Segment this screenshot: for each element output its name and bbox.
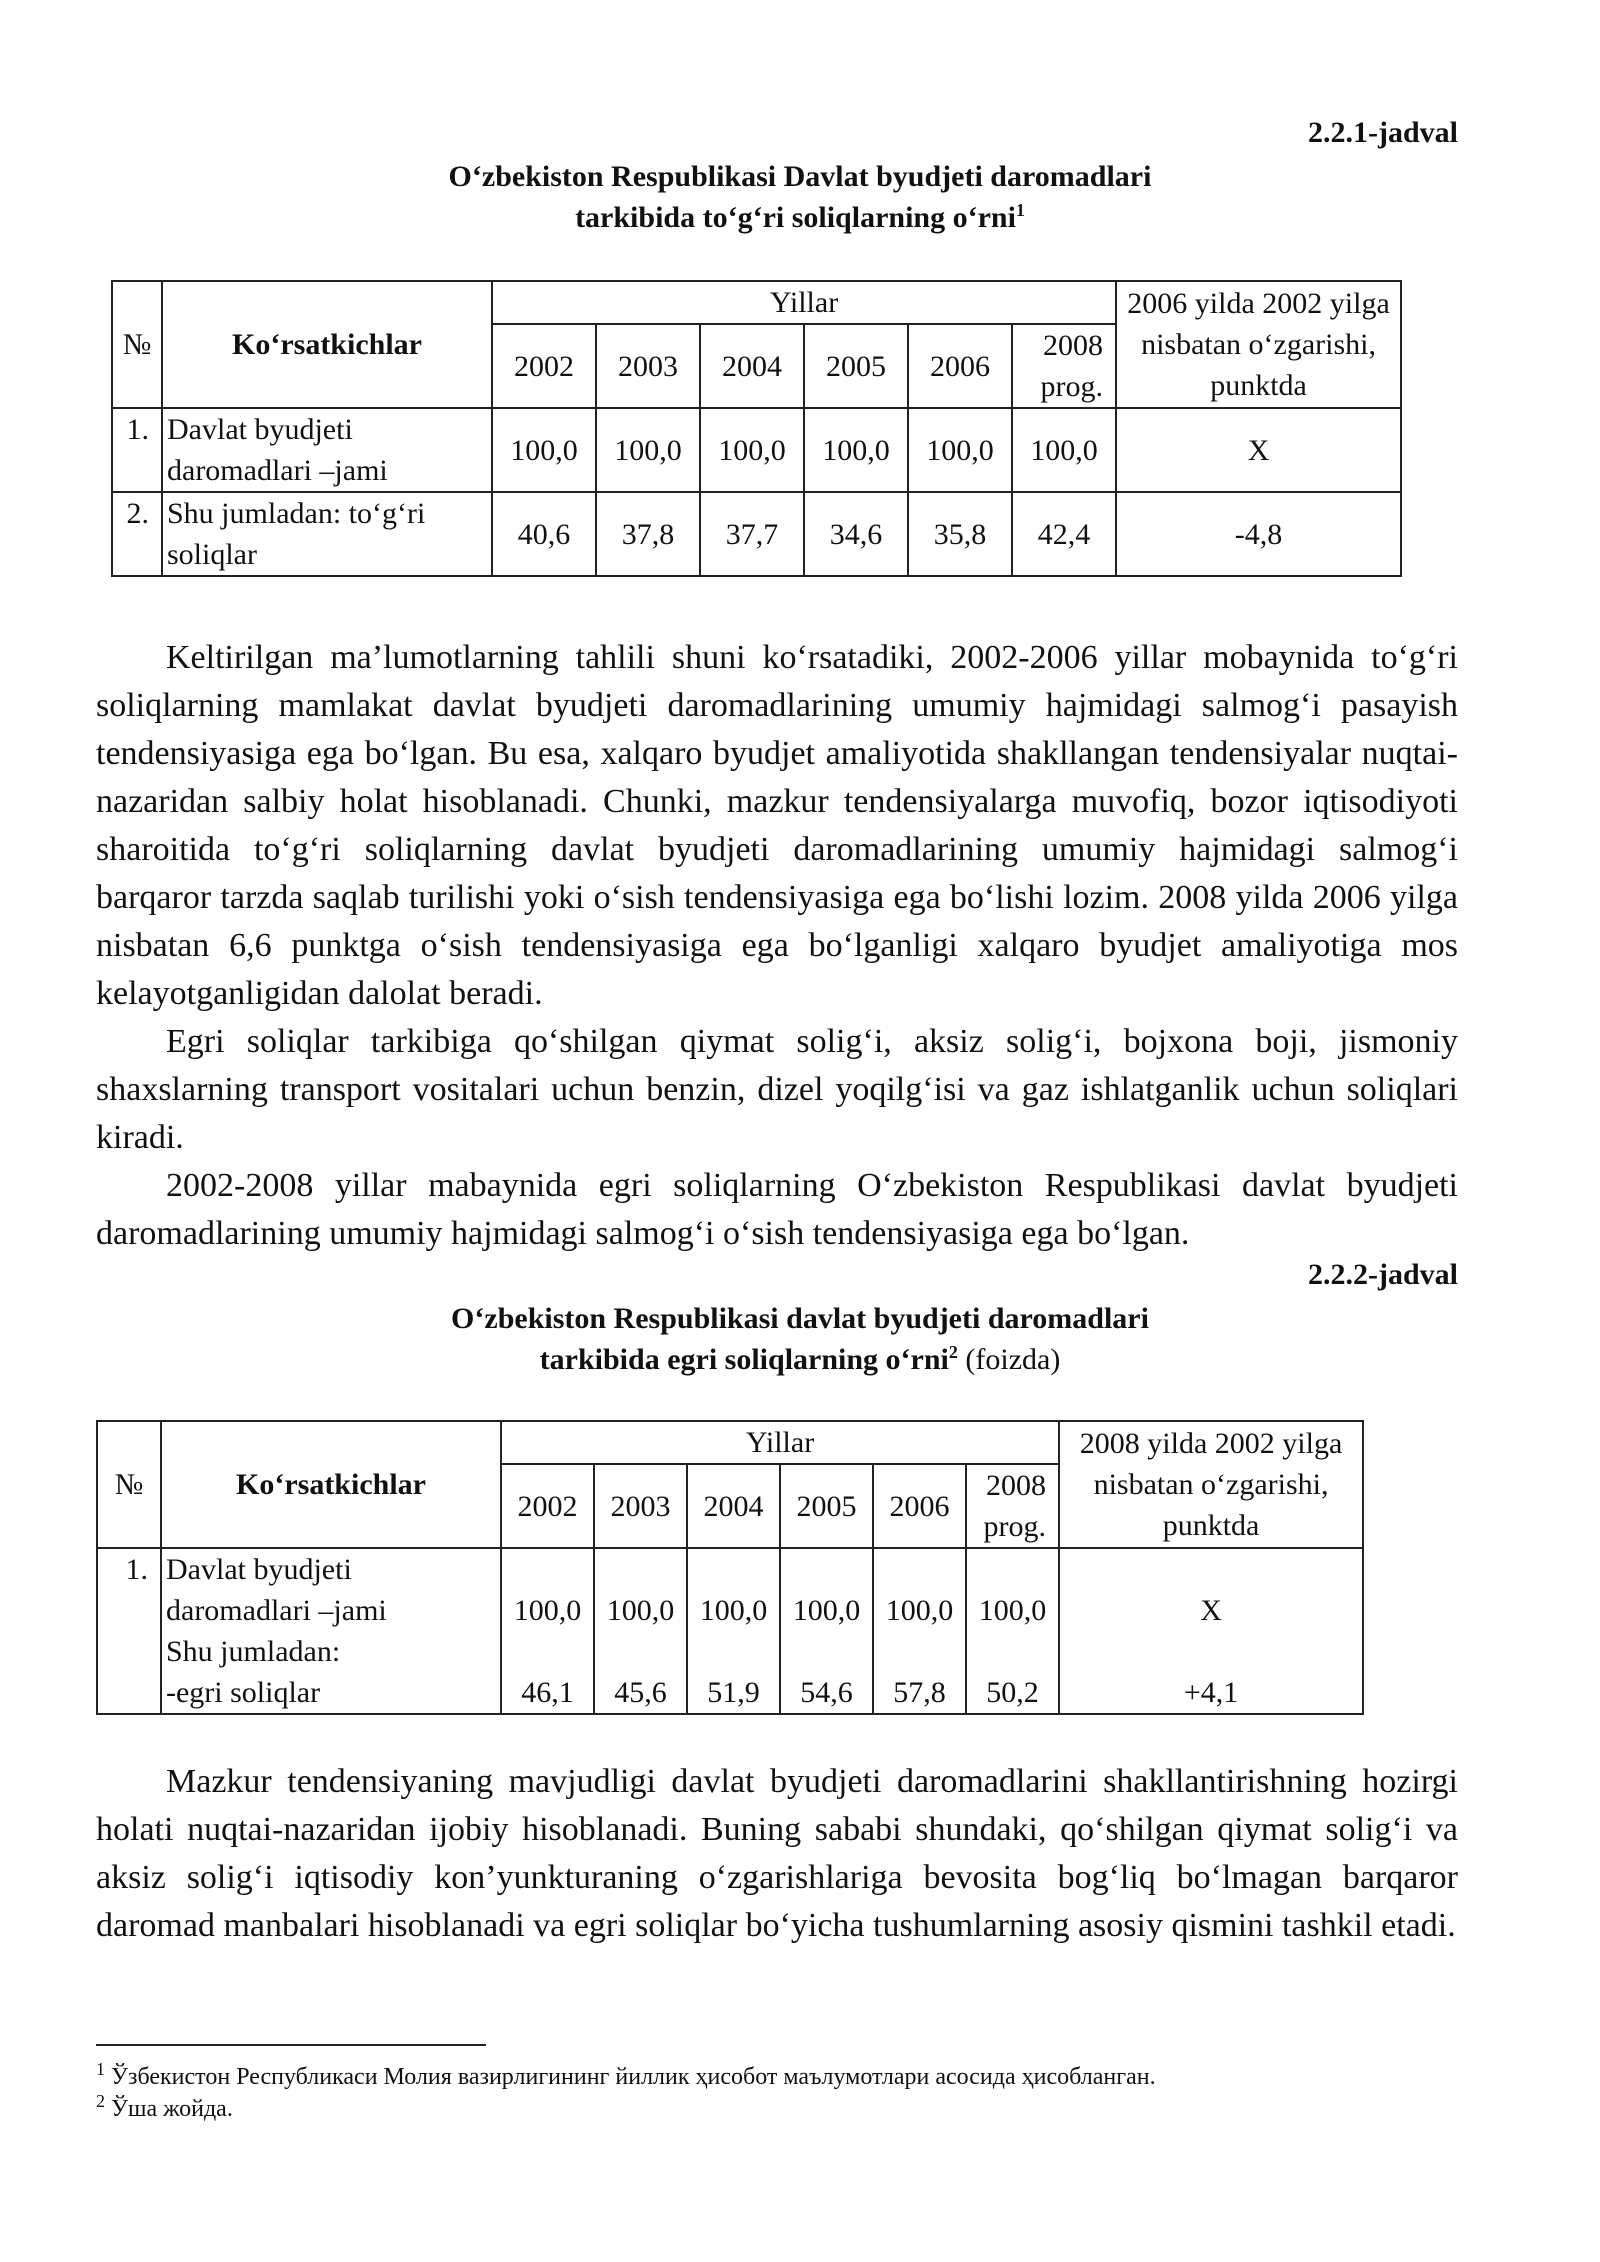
table2-indirect-2003: 45,6 bbox=[614, 1676, 667, 1709]
table1-row2-v2002: 40,6 bbox=[492, 492, 596, 576]
table2-total-change: X bbox=[1200, 1594, 1222, 1627]
table1-year-2004: 2004 bbox=[700, 324, 804, 408]
table1-row1-v2003: 100,0 bbox=[596, 408, 700, 492]
table2-label-line3: Shu jumladan: bbox=[166, 1635, 341, 1668]
table2-header-no: № bbox=[97, 1421, 161, 1548]
table1-row1-no: 1. bbox=[112, 408, 162, 492]
table2-caption-footnote-mark: 2 bbox=[948, 1342, 958, 1362]
table1-year-2003: 2003 bbox=[596, 324, 700, 408]
table1-row2-v2008: 42,4 bbox=[1012, 492, 1116, 576]
table2-cell-2003 bbox=[594, 1548, 687, 1714]
table2-caption-line2-wrap bbox=[0, 1339, 1600, 1380]
footnote-2-mark: 2 bbox=[96, 2091, 105, 2111]
paragraph-3-text: 2002-2008 yillar mabaynida egri soliqlarning O‘zbekiston Respublikasi davlat byudjeti daromadlarining umumiy hajmidagi salmog‘i o‘sish tendensiyasiga ega bo‘lgan. bbox=[96, 1167, 1458, 1252]
table2-caption-line1: O‘zbekiston Respublikasi davlat byudjeti daromadlari bbox=[451, 1302, 1149, 1335]
table1-row2-v2006: 35,8 bbox=[908, 492, 1012, 576]
table2-caption-unit: (foizda) bbox=[965, 1343, 1061, 1376]
table2-caption-line2: tarkibida egri soliqlarning o‘rni bbox=[539, 1343, 949, 1376]
table1-row1-v2006: 100,0 bbox=[908, 408, 1012, 492]
table2 bbox=[96, 1420, 1364, 1715]
table2-cell-2006 bbox=[873, 1548, 966, 1714]
footnote-2 bbox=[96, 2091, 233, 2124]
table2-total-2002: 100,0 bbox=[513, 1594, 582, 1627]
table2-total-2005: 100,0 bbox=[792, 1594, 861, 1627]
table2-indirect-2002: 46,1 bbox=[521, 1676, 574, 1709]
table1-year-2005: 2005 bbox=[804, 324, 908, 408]
table2-indirect-2004: 51,9 bbox=[707, 1676, 760, 1709]
table1-year-2002: 2002 bbox=[492, 324, 596, 408]
table2-indirect-change: +4,1 bbox=[1183, 1676, 1239, 1709]
table2-header-change: 2008 yilda 2002 yilga nisbatan o‘zgarishi, punktda bbox=[1059, 1421, 1363, 1548]
table2-total-2004: 100,0 bbox=[699, 1594, 768, 1627]
closing-paragraph-text: Mazkur tendensiyaning mavjudligi davlat byudjeti daromadlarini shakllantirishning hozirgi holati nuqtai-nazaridan ijobiy hisoblanadi. Buning sababi shundaki, qo‘shilgan qiymat solig‘i va aksiz solig‘i iqtisodiy kon’yunkturaning o‘zgarishlariga bevosita bog‘liq bo‘lmagan barqaror daromad manbalari hisoblanadi va egri soliqlar bo‘yicha tushumlarning asosiy qismini tashkil etadi. bbox=[96, 1763, 1458, 1944]
table1-row2-label: Shu jumladan: to‘g‘ri soliqlar bbox=[162, 492, 492, 576]
closing-paragraph bbox=[96, 1758, 1458, 1950]
table2-indirect-2006: 57,8 bbox=[893, 1676, 946, 1709]
table1-year-2006: 2006 bbox=[908, 324, 1012, 408]
table2-year-2003: 2003 bbox=[594, 1464, 687, 1548]
table1-caption bbox=[0, 156, 1600, 238]
table1-header-years: Yillar bbox=[492, 281, 1116, 324]
footnote-2-text: Ўша жойда. bbox=[111, 2096, 233, 2122]
paragraph-2 bbox=[96, 1018, 1458, 1162]
paragraph-1 bbox=[96, 634, 1458, 1018]
table2-cell-2008 bbox=[966, 1548, 1059, 1714]
table2-header-years: Yillar bbox=[501, 1421, 1059, 1464]
table2-caption bbox=[0, 1298, 1600, 1380]
table2-year-2008: 2008 prog. bbox=[966, 1464, 1059, 1548]
table2-label-line4: -egri soliqlar bbox=[166, 1676, 321, 1709]
table2-header-indicator: Ko‘rsatkichlar bbox=[161, 1421, 501, 1548]
table2-label: 2.2.2-jadval bbox=[1308, 1258, 1458, 1291]
table1-row1-v2004: 100,0 bbox=[700, 408, 804, 492]
footnote-1-mark: 1 bbox=[96, 2059, 105, 2079]
table1-caption-line1: O‘zbekiston Respublikasi Davlat byudjeti daromadlari bbox=[448, 160, 1152, 193]
table2-year-2005: 2005 bbox=[780, 1464, 873, 1548]
footnote-1-text: Ўзбекистон Республикаси Молия вазирлигининг йиллик ҳисобот маълумотлари асосида ҳисобланган. bbox=[111, 2064, 1156, 2090]
table2-cell-change bbox=[1059, 1548, 1363, 1714]
table2-row1-label bbox=[161, 1548, 501, 1714]
paragraph-3 bbox=[96, 1162, 1458, 1258]
table1-row1-v2002: 100,0 bbox=[492, 408, 596, 492]
table2-total-2008: 100,0 bbox=[978, 1594, 1047, 1627]
table1-row1-v2005: 100,0 bbox=[804, 408, 908, 492]
table2-indirect-2008: 50,2 bbox=[986, 1676, 1039, 1709]
table2-row1-no: 1. bbox=[97, 1548, 161, 1714]
table1-label: 2.2.1-jadval bbox=[1308, 116, 1458, 149]
table1-row1-label: Davlat byudjeti daromadlari –jami bbox=[162, 408, 492, 492]
table2-indirect-2005: 54,6 bbox=[800, 1676, 853, 1709]
table1-header-indicator: Ko‘rsatkichlar bbox=[162, 281, 492, 408]
table1-year-2008: 2008 prog. bbox=[1012, 324, 1116, 408]
table1-caption-footnote-mark: 1 bbox=[1015, 200, 1025, 220]
table-row bbox=[97, 1548, 1363, 1714]
table1 bbox=[111, 280, 1402, 577]
table1-row2-no: 2. bbox=[112, 492, 162, 576]
table2-year-2004: 2004 bbox=[687, 1464, 780, 1548]
table2-cell-2002 bbox=[501, 1548, 594, 1714]
footnote-rule bbox=[96, 2044, 486, 2046]
table2-year-2006: 2006 bbox=[873, 1464, 966, 1548]
table2-total-2003: 100,0 bbox=[606, 1594, 675, 1627]
table2-total-2006: 100,0 bbox=[885, 1594, 954, 1627]
table1-row2-v2003: 37,8 bbox=[596, 492, 700, 576]
table1-row1-change: X bbox=[1116, 408, 1401, 492]
table1-row2-v2005: 34,6 bbox=[804, 492, 908, 576]
table1-row2-change: -4,8 bbox=[1116, 492, 1401, 576]
table2-year-2002: 2002 bbox=[501, 1464, 594, 1548]
table2-cell-2004 bbox=[687, 1548, 780, 1714]
table1-caption-line2: tarkibida to‘g‘ri soliqlarning o‘rni bbox=[575, 201, 1016, 234]
table1-row2-v2004: 37,7 bbox=[700, 492, 804, 576]
paragraph-2-text: Egri soliqlar tarkibiga qo‘shilgan qiymat solig‘i, aksiz solig‘i, bojxona boji, jismoniy shaxslarning transport vositalari uchun benzin, dizel yoqilg‘isi va gaz ishlatganlik uchun soliqlari kiradi. bbox=[96, 1023, 1458, 1156]
table1-row1-v2008: 100,0 bbox=[1012, 408, 1116, 492]
table1-header-no: № bbox=[112, 281, 162, 408]
table-row bbox=[112, 492, 1401, 576]
table1-header-change: 2006 yilda 2002 yilga nisbatan o‘zgarishi, punktda bbox=[1116, 281, 1401, 408]
paragraph-1-text: Keltirilgan ma’lumotlarning tahlili shuni ko‘rsatadiki, 2002-2006 yillar mobaynida to‘g‘ri soliqlarning mamlakat davlat byudjeti daromadlarining umumiy hajmidagi salmog‘i pasayish tendensiyasiga ega bo‘lgan. Bu esa, xalqaro byudjet amaliyotida shakllangan tendensiyalar nuqtai-nazaridan salbiy holat hisoblanadi. Chunki, mazkur tendensiyalarga muvofiq, bozor iqtisodiyoti sharoitida to‘g‘ri soliqlarning davlat byudjeti daromadlarining umumiy hajmidagi salmog‘i barqaror tarzda saqlab turilishi yoki o‘sish tendensiyasiga ega bo‘lishi lozim. 2008 yilda 2006 yilga nisbatan 6,6 punktga o‘sish tendensiyasiga ega bo‘lganligi xalqaro byudjet amaliyotiga mos kelayotganligidan dalolat beradi. bbox=[96, 639, 1458, 1012]
table2-label-line2: daromadlari –jami bbox=[166, 1594, 387, 1627]
footnote-1 bbox=[96, 2059, 1156, 2092]
table2-cell-2005 bbox=[780, 1548, 873, 1714]
table-row bbox=[112, 408, 1401, 492]
table1-caption-line2-wrap bbox=[0, 197, 1600, 238]
table2-label-line1: Davlat byudjeti bbox=[166, 1553, 352, 1586]
